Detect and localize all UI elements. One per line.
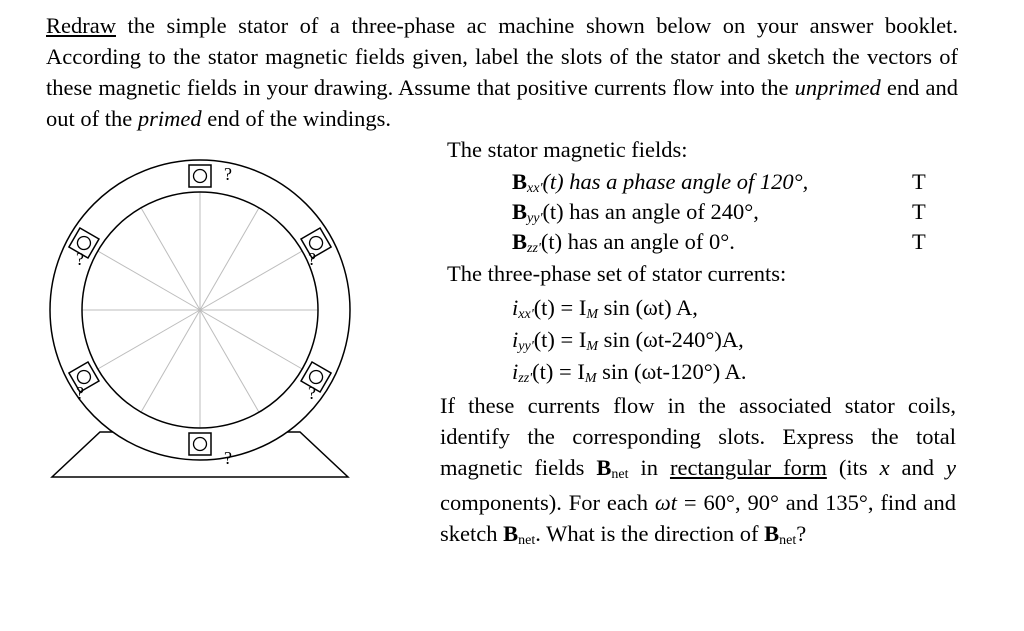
slot-conductor: [194, 438, 207, 451]
fields-heading: The stator magnetic fields:: [447, 137, 688, 162]
unprimed-word: unprimed: [794, 75, 881, 100]
slot-label: ?: [75, 383, 84, 403]
redraw-word: Redraw: [46, 13, 116, 38]
slot-label: ?: [224, 448, 232, 468]
currents-heading: The three-phase set of stator currents:: [447, 261, 787, 286]
slot-label: ?: [308, 383, 317, 403]
intro-mid: end and out of the: [46, 75, 958, 131]
field-unit: T: [912, 229, 926, 254]
field-unit: T: [912, 199, 926, 224]
slot: [189, 433, 211, 455]
current-item: izz'(t) = IM sin (ωt-120°) A.: [512, 359, 747, 386]
slot-label: ?: [75, 249, 84, 269]
slot-label: ?: [308, 249, 317, 269]
question-paragraph: If these currents flow in the associated stator coils, identify the corresponding slots. Express the total magnetic fields Bnet in rectangular form (its x and y components). For each ωt = 60°, 90° and 135°, find and sketch Bnet. What is the direction of Bnet?: [440, 393, 956, 548]
field-item: Bzz'(t) has an angle of 0°.: [512, 229, 735, 256]
primed-word: primed: [137, 106, 202, 131]
field-item: Bxx'(t) has a phase angle of 120°,: [512, 169, 809, 196]
field-item: Byy'(t) has an angle of 240°,: [512, 199, 759, 226]
slot-label: ?: [224, 164, 232, 184]
current-item: iyy'(t) = IM sin (ωt-240°)A,: [512, 327, 744, 354]
field-unit: T: [912, 169, 926, 194]
current-item: ixx'(t) = IM sin (ωt) A,: [512, 295, 698, 322]
intro-paragraph: [46, 10, 958, 134]
slot: [189, 165, 211, 187]
slot-conductor: [194, 170, 207, 183]
intro-text: the simple stator of a three-phase ac machine shown below on your answer booklet. According to the stator magnetic fields given, label the slots of the stator and sketch the vectors of these magnetic fields in your drawing. Assume that positive currents flow into the: [46, 13, 958, 100]
stator-diagram: [0, 140, 410, 490]
intro-end: end of the windings.: [201, 106, 391, 131]
